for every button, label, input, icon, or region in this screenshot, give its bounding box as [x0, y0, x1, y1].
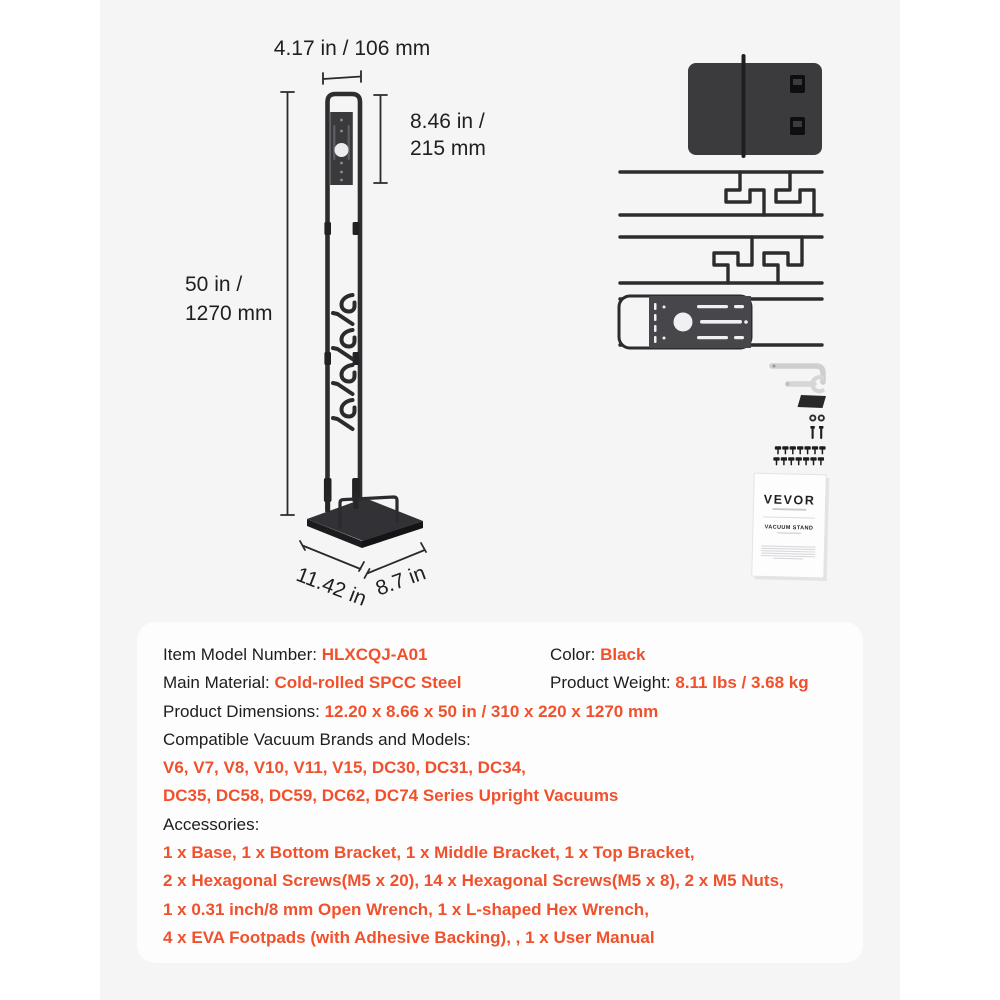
dim-base-depth-label: 11.42 in	[293, 563, 370, 611]
plate-hole-dot	[340, 130, 343, 133]
spec-accessories-line-3: 1 x 0.31 inch/8 mm Open Wrench, 1 x L-shaped Hex Wrench,	[163, 899, 649, 919]
dim-top-width-label: 4.17 in / 106 mm	[273, 37, 431, 60]
dim-bracket-height-label-1: 8.46 in /	[410, 110, 485, 133]
bottom-bracket-part	[620, 237, 822, 283]
vacuum-stand-drawing	[185, 37, 486, 611]
middle-bracket-part	[620, 172, 822, 215]
dim-total-height-line	[281, 92, 294, 515]
dim-top-width-line	[323, 71, 361, 84]
spec-value-weight: 8.11 lbs / 3.68 kg	[675, 673, 809, 693]
spec-accessories-heading: Accessories:	[163, 814, 260, 834]
spec-label-weight: Product Weight:	[550, 673, 676, 693]
short-screws	[774, 447, 825, 465]
spec-label-model: Item Model Number:	[163, 645, 322, 664]
user-manual	[752, 473, 830, 581]
dim-total-height-label-1: 50 in /	[185, 273, 243, 296]
manual-title: VACUUM STAND	[764, 524, 814, 532]
spec-value-color: Black	[600, 645, 646, 664]
pole-foot-right	[353, 493, 358, 509]
dim-bracket-height-label-2: 215 mm	[410, 137, 486, 160]
plate-hole-dot	[340, 171, 343, 174]
spec-row-dimensions	[163, 698, 839, 726]
spec-label-material: Main Material:	[163, 673, 275, 693]
plate-slot-left	[333, 125, 335, 160]
spec-value-model: HLXCQJ-A01	[321, 645, 428, 664]
base-plate-rod	[742, 54, 746, 158]
spec-accessories-line-2: 2 x Hexagonal Screws(M5 x 20), 14 x Hexagonal Screws(M5 x 8), 2 x M5 Nuts,	[163, 871, 784, 891]
manual-brand-logo: VEVOR	[763, 492, 816, 508]
pole-foot-left	[325, 495, 330, 512]
accessory-hooks	[333, 295, 355, 429]
top-bracket-part	[619, 296, 822, 348]
spec-compat-heading: Compatible Vacuum Brands and Models:	[163, 729, 471, 749]
dim-base-width-label: 8.7 in	[372, 561, 429, 601]
plate-slot-right	[348, 125, 350, 160]
spec-value-material: Cold-rolled SPCC Steel	[274, 673, 462, 693]
footpads-part	[798, 395, 827, 408]
spec-row-color	[550, 641, 839, 669]
dim-bracket-height-line	[374, 95, 387, 183]
spec-accessories-line-1: 1 x Base, 1 x Bottom Bracket, 1 x Middle Bracket, 1 x Top Bracket,	[163, 843, 695, 863]
plate-hole-dot	[340, 179, 343, 182]
spec-panel	[137, 622, 863, 963]
spec-value-dimensions: 12.20 x 8.66 x 50 in / 310 x 220 x 1270 mm	[324, 701, 659, 721]
illustration-svg	[100, 0, 900, 620]
spec-accessories-line-4: 4 x EVA Footpads (with Adhesive Backing), , 1 x User Manual	[163, 927, 655, 947]
spec-label-dimensions: Product Dimensions:	[163, 701, 325, 721]
spec-label-color: Color:	[550, 645, 601, 664]
spec-row-weight	[550, 669, 839, 697]
spec-row-material	[163, 669, 550, 697]
long-screws	[810, 426, 823, 438]
parts-layout	[619, 54, 829, 581]
open-wrench-icon	[785, 377, 822, 391]
plate-hole-dot	[340, 162, 343, 165]
dim-total-height-label-2: 1270 mm	[185, 302, 273, 325]
m5-nuts	[810, 415, 824, 420]
plate-hole-dot	[340, 119, 343, 122]
plate-center-hole	[335, 143, 349, 157]
base-top-face	[307, 498, 423, 541]
spec-row-model	[163, 641, 550, 669]
spec-compat-line-2: DC35, DC58, DC59, DC62, DC74 Series Upright Vacuums	[163, 786, 619, 806]
spec-compat-line-1: V6, V7, V8, V10, V11, V15, DC30, DC31, DC34,	[163, 758, 526, 778]
